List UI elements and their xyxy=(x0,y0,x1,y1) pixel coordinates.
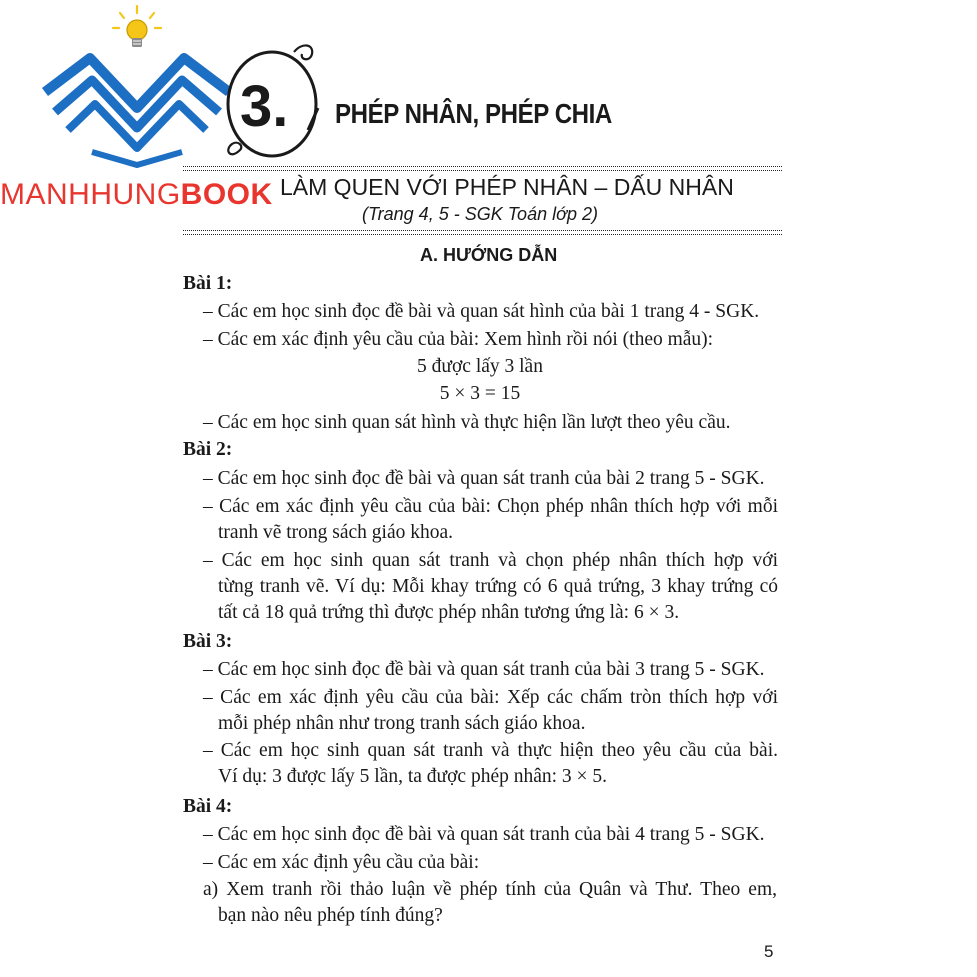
exercise-heading: Bài 4: xyxy=(183,796,233,817)
paragraph-line: – Các em xác định yêu cầu của bài: Xem hình rồi nói (theo mẫu): xyxy=(203,329,714,350)
paragraph-line: Ví dụ: 3 được lấy 5 lần, ta được phép nhân: 3 × 5. xyxy=(218,766,608,787)
paragraph-line: – Các em học sinh đọc đề bài và quan sát tranh của bài 4 trang 5 - SGK. xyxy=(203,824,765,845)
exercise-heading: Bài 3: xyxy=(183,631,233,652)
example-line: 5 được lấy 3 lần xyxy=(417,356,543,377)
divider xyxy=(183,166,782,167)
chapter-title: PHÉP NHÂN, PHÉP CHIA xyxy=(335,98,612,129)
paragraph-line: mỗi phép nhân như trong tranh sách giáo khoa. xyxy=(218,713,586,734)
paragraph-line: – Các em học sinh quan sát hình và thực hiện lần lượt theo yêu cầu. xyxy=(203,412,731,433)
paragraph-line: – Các em xác định yêu cầu của bài: Xếp các chấm tròn thích hợp với xyxy=(203,687,778,708)
paragraph-line: – Các em xác định yêu cầu của bài: Chọn phép nhân thích hợp với mỗi xyxy=(203,496,778,517)
example-line: 5 × 3 = 15 xyxy=(439,383,521,404)
chapter-number: 3. xyxy=(240,74,289,139)
page-number: 5 xyxy=(764,942,774,961)
divider xyxy=(183,170,782,171)
divider xyxy=(183,234,782,235)
paragraph-line: a) Xem tranh rồi thảo luận về phép tính của Quân và Thư. Theo em, xyxy=(203,879,777,900)
exercise-heading: Bài 2: xyxy=(183,439,233,460)
paragraph-line: – Các em học sinh đọc đề bài và quan sát tranh của bài 3 trang 5 - SGK. xyxy=(203,659,765,680)
paragraph-line: tất cả 18 quả trứng thì được phép nhân tương ứng là: 6 × 3. xyxy=(218,602,680,623)
paragraph-line: – Các em học sinh quan sát tranh và chọn phép nhân thích hợp với xyxy=(203,550,778,571)
lightbulb-icon xyxy=(113,6,161,47)
paragraph-line: – Các em học sinh quan sát tranh và thực hiện theo yêu cầu của bài. xyxy=(203,740,778,761)
lesson-subtitle: (Trang 4, 5 - SGK Toán lớp 2) xyxy=(362,204,598,224)
paragraph-line: từng tranh vẽ. Ví dụ: Mỗi khay trứng có 6 quả trứng, 3 khay trứng có xyxy=(218,576,778,597)
paragraph-line: – Các em học sinh đọc đề bài và quan sát hình của bài 1 trang 4 - SGK. xyxy=(203,301,760,322)
section-title: A. HƯỚNG DẪN xyxy=(420,245,558,265)
lesson-title: LÀM QUEN VỚI PHÉP NHÂN – DẤU NHÂN xyxy=(280,174,734,200)
paragraph-line: bạn nào nêu phép tính đúng? xyxy=(218,905,443,926)
open-book-icon xyxy=(45,58,229,148)
divider xyxy=(183,230,782,231)
brand-name: MANHHUNGBOOK xyxy=(0,178,273,211)
paragraph-line: – Các em xác định yêu cầu của bài: xyxy=(203,852,480,873)
exercise-heading: Bài 1: xyxy=(183,273,233,294)
paragraph-line: – Các em học sinh đọc đề bài và quan sát tranh của bài 2 trang 5 - SGK. xyxy=(203,468,765,489)
paragraph-line: tranh vẽ trong sách giáo khoa. xyxy=(218,522,454,543)
manhhung-book-logo xyxy=(0,0,250,175)
